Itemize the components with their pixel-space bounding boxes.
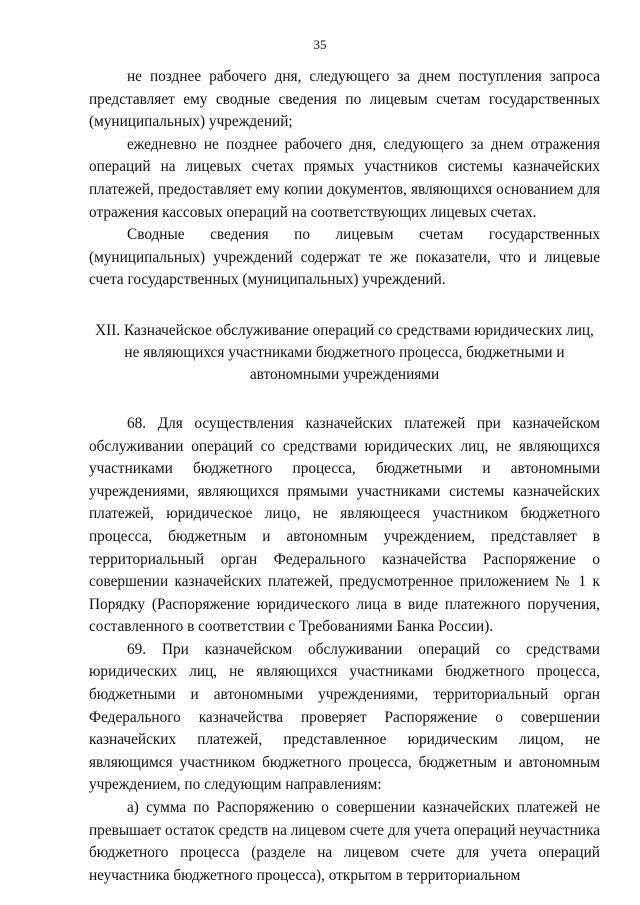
paragraph-69: 69. При казначейском обслуживании операций со средствами юридических лиц, не являющихся участниками бюджетного процесса, бюджетными и автономными учреждениями, территориальный орган Федерального казначейства проверяет Распоряжение о совершении казначейских платежей, представленное юридическим лицом, не являющимся участником бюджетного процесса, бюджетным и автономным учреждением, по следующим направлениям:	[89, 640, 600, 794]
page-number: 35	[313, 37, 327, 52]
paragraph-68: 68. Для осуществления казначейских платежей при казначейском обслуживании операций со средствами юридических лиц, не являющихся участниками бюджетного процесса, бюджетными и автономными учреждениями, являющихся прямыми участниками системы казначейских платежей, юридическое лицо, не являющееся участником бюджетного процесса, бюджетным и автономным учреждением, представляет в территориальный орган Федерального казначейства Распоряжение о совершении казначейских платежей, предусмотренное приложением № 1 к Порядку (Распоряжение юридического лица в виде платежного поручения, составленного в соответствии с Требованиями Банка России).	[89, 414, 600, 636]
paragraph-summary-info: Сводные сведения по лицевым счетам государственных (муниципальных) учреждений содержат те же показатели, что и лицевые счета государственных (муниципальных) учреждений.	[89, 226, 600, 289]
section-heading-line: XII. Казначейское обслуживание операций со средствами юридических лиц,	[95, 321, 594, 339]
document-body	[89, 66, 600, 887]
paragraph-daily-copies: ежедневно не позднее рабочего дня, следующего за днем отражения операций на лицевых счетах прямых участников системы казначейских платежей, предоставляет ему копии документов, являющихся основанием для отражения кассовых операций на соответствующих лицевых счетах.	[89, 135, 600, 221]
section-heading	[89, 320, 600, 386]
section-heading-line: автономными учреждениями	[249, 365, 440, 383]
paragraph-request-deadline: не позднее рабочего дня, следующего за днем поступления запроса представляет ему сводные сведения по лицевым счетам государственных (муниципальных) учреждений;	[89, 68, 600, 131]
paragraph-69-a: а) сумма по Распоряжению о совершении казначейских платежей не превышает остаток средств на лицевом счете для учета операций неучастника бюджетного процесса (разделе на лицевом счете для учета операций неучастника бюджетного процесса), открытом в территориальном	[89, 799, 600, 884]
section-heading-line: не являющихся участниками бюджетного процесса, бюджетными и	[124, 343, 565, 361]
